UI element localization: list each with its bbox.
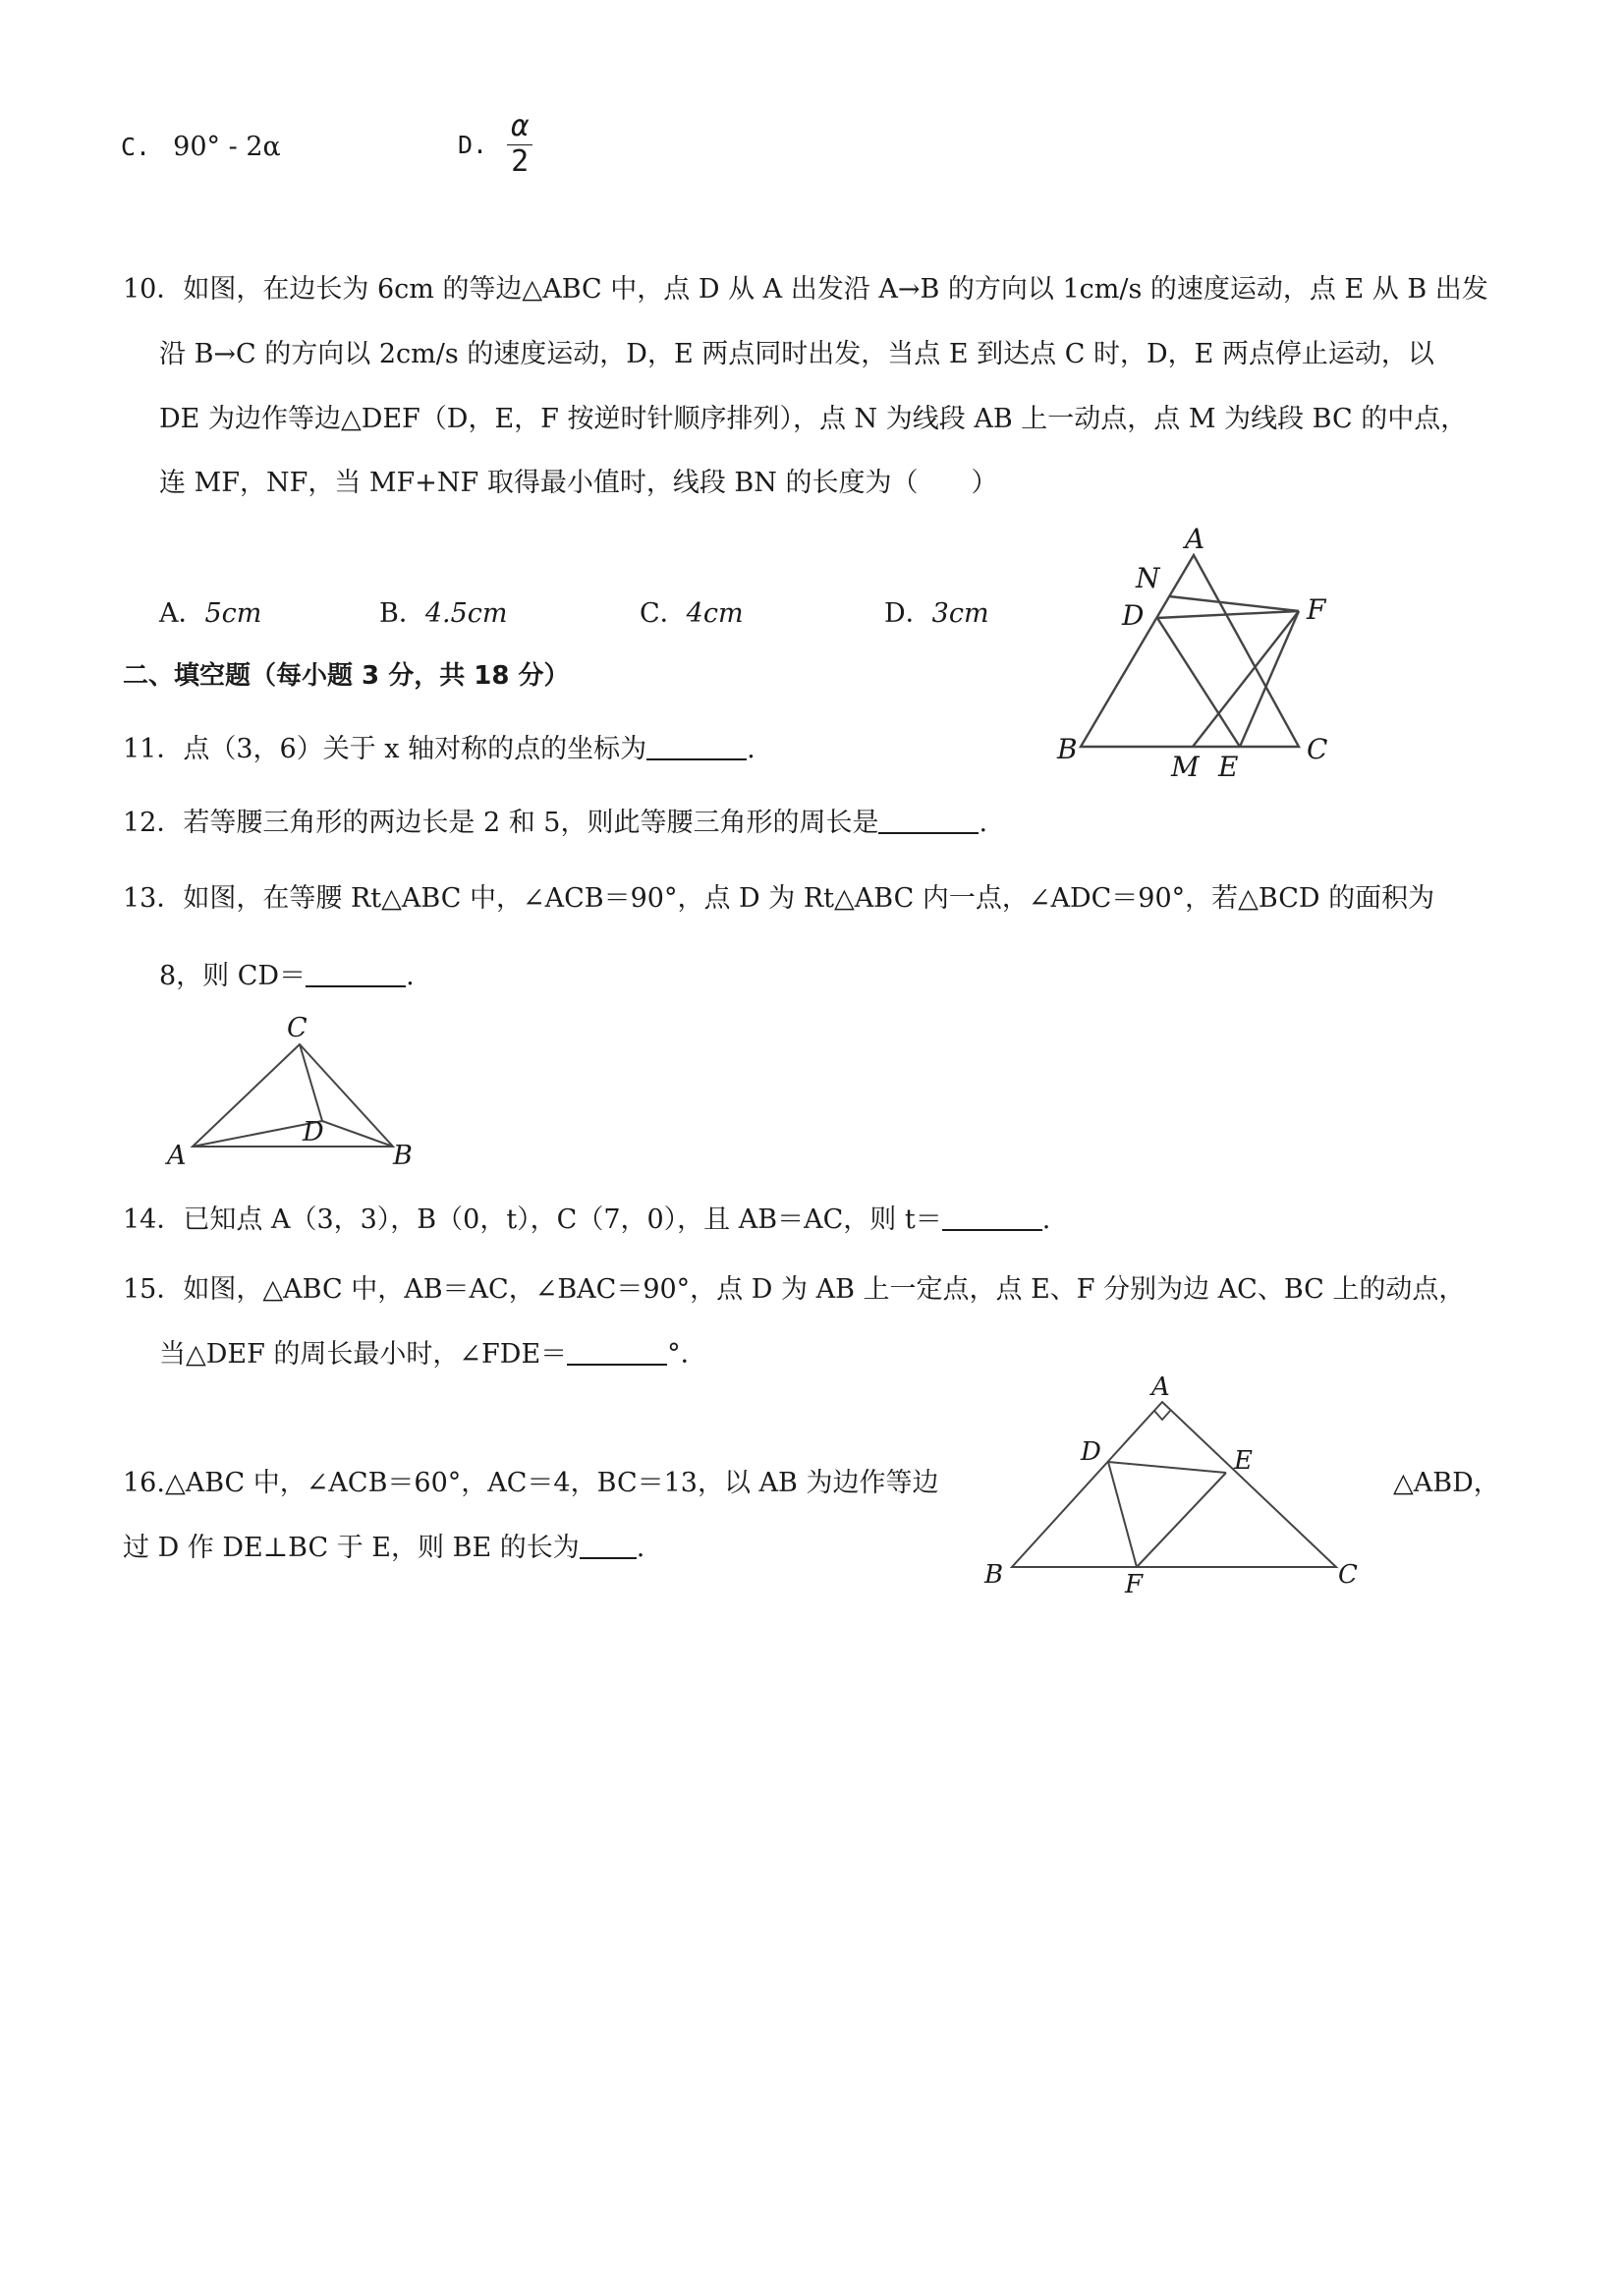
q15-segment-ef bbox=[1137, 1473, 1226, 1567]
q15-label-c: C bbox=[1338, 1560, 1358, 1590]
q10-segment-nf bbox=[1169, 596, 1299, 611]
q10-option-a-value: 5cm bbox=[204, 598, 262, 629]
section-2-title: 二、填空题（每小题 3 分，共 18 分） bbox=[123, 661, 570, 691]
q10-segment-fe bbox=[1240, 611, 1299, 747]
q10-option-c-label: C． bbox=[640, 598, 687, 629]
q15-segment-de bbox=[1108, 1462, 1226, 1473]
q10-line-2: 沿 B→C 的方向以 2cm/s 的速度运动，D，E 两点同时出发，当点 E 到达点 C 时，D，E 两点停止运动，以 bbox=[159, 339, 1434, 369]
q16-end: . bbox=[636, 1533, 645, 1563]
q10-label-m: M bbox=[1171, 751, 1200, 783]
q15-figure bbox=[973, 1371, 1366, 1606]
q10-option-d-value: 3cm bbox=[931, 598, 989, 629]
q10-option-d-label: D． bbox=[884, 598, 932, 629]
q10-triangle-abc bbox=[1081, 555, 1299, 747]
q10-figure bbox=[1041, 521, 1356, 786]
q13-line-1 bbox=[123, 876, 1434, 915]
q15-right-angle-mark bbox=[1154, 1411, 1170, 1420]
q10-text-1: 如图，在边长为 6cm 的等边△ABC 中，点 D 从 A 出发沿 A→B 的方向以 1cm/s 的速度运动，点 E 从 B 出发 bbox=[183, 274, 1488, 305]
q10-segment-de bbox=[1157, 618, 1240, 747]
q16-line-2 bbox=[123, 1526, 644, 1564]
q15-triangle-abc bbox=[1012, 1402, 1336, 1567]
q16-text-2: 过 D 作 DE⊥BC 于 E，则 BE 的长为 bbox=[123, 1533, 580, 1563]
q10-option-d bbox=[884, 591, 989, 630]
q10-option-c bbox=[640, 591, 744, 630]
q9-option-d-fraction bbox=[507, 110, 532, 179]
q16-answer-blank[interactable] bbox=[580, 1531, 637, 1559]
q15-label-e: E bbox=[1234, 1446, 1253, 1476]
q15-label-a: A bbox=[1151, 1372, 1170, 1402]
q9-fraction-numerator: α bbox=[507, 110, 532, 145]
q13-label-b: B bbox=[393, 1141, 413, 1171]
q15-label-f: F bbox=[1125, 1570, 1144, 1599]
q14-number: 14． bbox=[123, 1204, 184, 1235]
q11-end: . bbox=[747, 734, 756, 764]
q11-number: 11． bbox=[123, 734, 184, 764]
q9-option-c-text: 90° - 2α bbox=[173, 132, 281, 162]
q10-label-f: F bbox=[1307, 593, 1326, 626]
q10-option-b-value: 4.5cm bbox=[424, 598, 508, 629]
q10-label-e: E bbox=[1218, 751, 1239, 783]
q15-line-1 bbox=[123, 1267, 1465, 1306]
q10-option-b bbox=[379, 591, 508, 630]
q16-text-1: △ABC 中，∠ACB＝60°，AC＝4，BC＝13，以 AB 为边作等边 bbox=[164, 1468, 939, 1498]
q13-figure-lines bbox=[193, 1044, 393, 1147]
q13-label-a: A bbox=[167, 1141, 187, 1171]
q10-label-n: N bbox=[1136, 562, 1160, 594]
q13-answer-blank[interactable] bbox=[306, 959, 406, 987]
q16-line-1 bbox=[123, 1461, 938, 1499]
q14-answer-blank[interactable] bbox=[942, 1203, 1042, 1231]
q13-figure bbox=[157, 1007, 432, 1174]
q9-option-c bbox=[121, 132, 281, 162]
q14 bbox=[123, 1198, 1050, 1236]
q15-segment-df bbox=[1108, 1462, 1137, 1567]
q15-text-2: 当△DEF 的周长最小时，∠FDE＝ bbox=[159, 1339, 568, 1370]
q15-end: °． bbox=[667, 1339, 707, 1370]
q12-answer-blank[interactable] bbox=[878, 806, 979, 834]
q13-text-2: 8，则 CD＝ bbox=[159, 961, 307, 991]
q10-figure-lines bbox=[1081, 555, 1299, 747]
q15-text-1: 如图，△ABC 中，AB＝AC，∠BAC＝90°，点 D 为 AB 上一定点，点 E、F 分别为边 AC、BC 上的动点， bbox=[183, 1274, 1466, 1305]
q10-option-a-label: A． bbox=[159, 598, 205, 629]
q10-option-a bbox=[159, 591, 261, 630]
q10-line-3: DE 为边作等边△DEF（D，E，F 按逆时针顺序排列），点 N 为线段 AB 上一动点，点 M 为线段 BC 的中点， bbox=[159, 404, 1468, 434]
q12-number: 12． bbox=[123, 808, 184, 838]
q16-line-1-end: △ABD， bbox=[1393, 1468, 1500, 1498]
q10-line-1 bbox=[123, 267, 1488, 306]
q9-option-d-label: D. bbox=[458, 130, 488, 159]
q13-number: 13． bbox=[123, 883, 184, 914]
q10-segment-mf bbox=[1193, 611, 1299, 747]
q15-number: 15． bbox=[123, 1274, 184, 1305]
q10-label-a: A bbox=[1185, 523, 1205, 555]
q13-end: . bbox=[406, 961, 415, 991]
q10-label-d: D bbox=[1122, 599, 1145, 632]
q12 bbox=[123, 801, 987, 839]
q15-answer-blank[interactable] bbox=[567, 1337, 667, 1366]
q10-option-c-value: 4cm bbox=[686, 598, 744, 629]
q16-number: 16. bbox=[123, 1468, 165, 1498]
q15-line-2 bbox=[159, 1332, 707, 1371]
q15-label-b: B bbox=[984, 1560, 1004, 1590]
q11-text: 点（3，6）关于 x 轴对称的点的坐标为 bbox=[183, 734, 647, 764]
q9-fraction-denominator: 2 bbox=[511, 143, 530, 179]
q9-option-c-label: C. bbox=[121, 133, 151, 161]
q13-triangle-abc bbox=[193, 1044, 393, 1147]
q12-text: 若等腰三角形的两边长是 2 和 5，则此等腰三角形的周长是 bbox=[183, 808, 879, 838]
q14-text: 已知点 A（3，3），B（0，t），C（7，0），且 AB＝AC，则 t＝ bbox=[183, 1204, 942, 1235]
q11-answer-blank[interactable] bbox=[646, 732, 747, 760]
q10-label-c: C bbox=[1307, 733, 1328, 765]
q13-line-2 bbox=[159, 954, 415, 992]
q14-end: . bbox=[1041, 1204, 1051, 1235]
q15-label-d: D bbox=[1081, 1437, 1101, 1467]
q10-label-b: B bbox=[1057, 733, 1078, 765]
q10-line-4: 连 MF，NF，当 MF+NF 取得最小值时，线段 BN 的长度为（ ） bbox=[159, 468, 998, 498]
q13-label-d: D bbox=[303, 1117, 324, 1148]
q12-end: . bbox=[979, 808, 988, 838]
q15-figure-lines bbox=[1012, 1402, 1336, 1567]
q13-label-c: C bbox=[287, 1013, 308, 1043]
q10-option-b-label: B． bbox=[379, 598, 425, 629]
q9-option-d bbox=[458, 110, 532, 179]
q10-number: 10． bbox=[123, 274, 184, 305]
q13-text-1: 如图，在等腰 Rt△ABC 中，∠ACB＝90°，点 D 为 Rt△ABC 内一点，∠ADC＝90°，若△BCD 的面积为 bbox=[183, 883, 1435, 914]
q11 bbox=[123, 727, 756, 765]
